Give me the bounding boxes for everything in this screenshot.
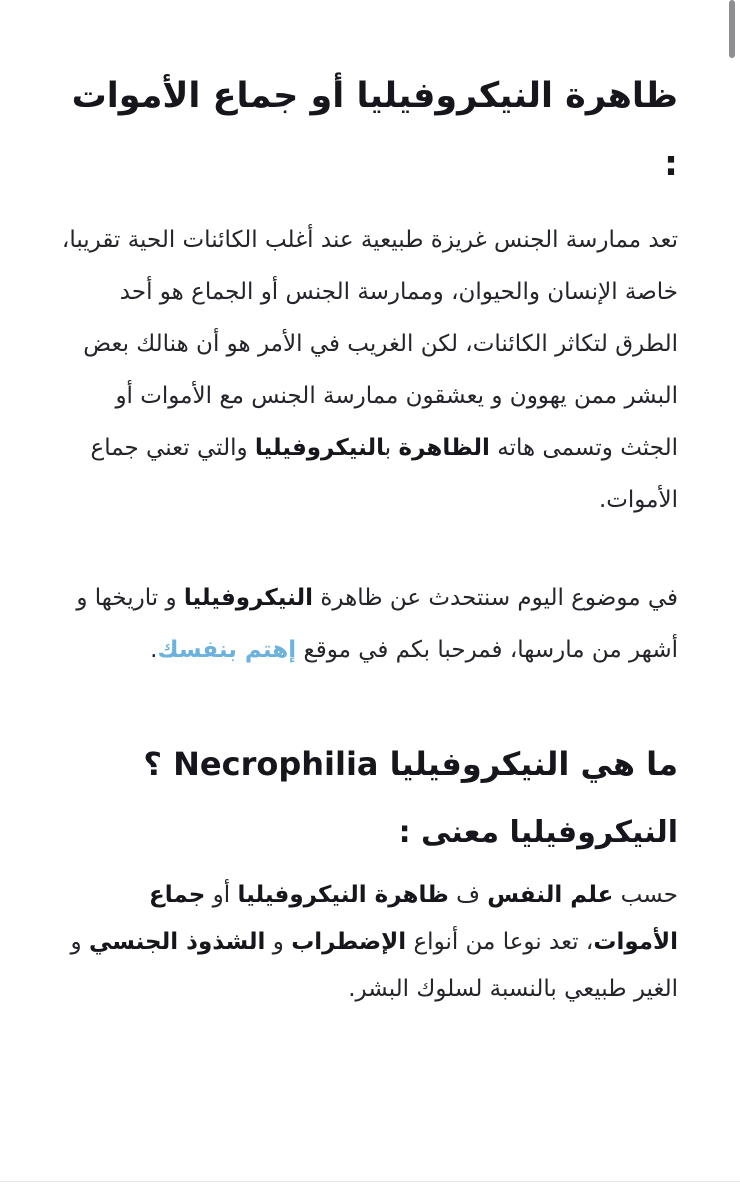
- intro-paragraph: [58, 214, 678, 526]
- intro-text-2: ب: [384, 435, 399, 461]
- meaning-bold-dead-intercourse: جماع الأموات: [149, 882, 678, 955]
- meaning-bold-phenomenon: ظاهرة النيكروفيليا: [237, 882, 449, 908]
- meaning-text-6: و الغير طبيعي بالنسبة لسلوك البشر.: [70, 929, 678, 1002]
- intro-bold-necrophilia: النيكروفيليا: [254, 435, 385, 461]
- meaning-paragraph: [58, 872, 678, 1013]
- topic-paragraph: [58, 572, 678, 676]
- article: [58, 62, 678, 1013]
- topic-text-1: في موضوع اليوم سنتحدث عن ظاهرة: [313, 585, 678, 611]
- meaning-bold-psychology: علم النفس: [487, 882, 614, 908]
- topic-bold-necrophilia: النيكروفيليا: [183, 585, 314, 611]
- section-heading-latin: Necrophilia: [173, 745, 379, 783]
- section-heading-arabic: ما هي النيكروفيليا: [389, 745, 678, 783]
- scrollbar[interactable]: [729, 0, 735, 58]
- meaning-text-3: أو: [205, 882, 238, 908]
- bottom-divider: [0, 1181, 740, 1182]
- meaning-text-5: و: [265, 929, 292, 955]
- topic-text-3: .: [150, 637, 158, 663]
- intro-text-3: والتي تعني جماع الأموات.: [90, 435, 678, 513]
- section-heading-mark: ؟: [143, 745, 162, 783]
- site-link[interactable]: إهتم بنفسك: [157, 637, 297, 663]
- meaning-text-4: ، تعد نوعا من أنواع: [406, 929, 594, 955]
- subheading-meaning: النيكروفيليا معنى :: [398, 815, 678, 850]
- meaning-text-1: حسب: [613, 882, 678, 908]
- topic-text-2: و تاريخها و أشهر من مارسها، فمرحبا بكم في موقع: [76, 585, 678, 663]
- meaning-text-2: ف: [448, 882, 488, 908]
- meaning-bold-deviation: الشذوذ الجنسي: [88, 929, 266, 955]
- intro-bold-phenomenon: الظاهرة: [398, 435, 490, 461]
- section-heading: [58, 736, 678, 792]
- meaning-bold-disorder: الإضطراب: [291, 929, 407, 955]
- intro-text-1: تعد ممارسة الجنس غريزة طبيعية عند أغلب الكائنات الحية تقريبا، خاصة الإنسان والحيوان، وممارسة الجنس أو الجماع هو أحد الطرق لتكاثر الكائنات، لكن الغريب في الأمر هو أن هنالك بعض البشر ممن يهوون و يعشقون ممارسة الجنس مع الأموات أو الجثث وتسمى هاته: [61, 227, 678, 461]
- article-title: ظاهرة النيكروفيليا أو جماع الأموات :: [71, 76, 678, 184]
